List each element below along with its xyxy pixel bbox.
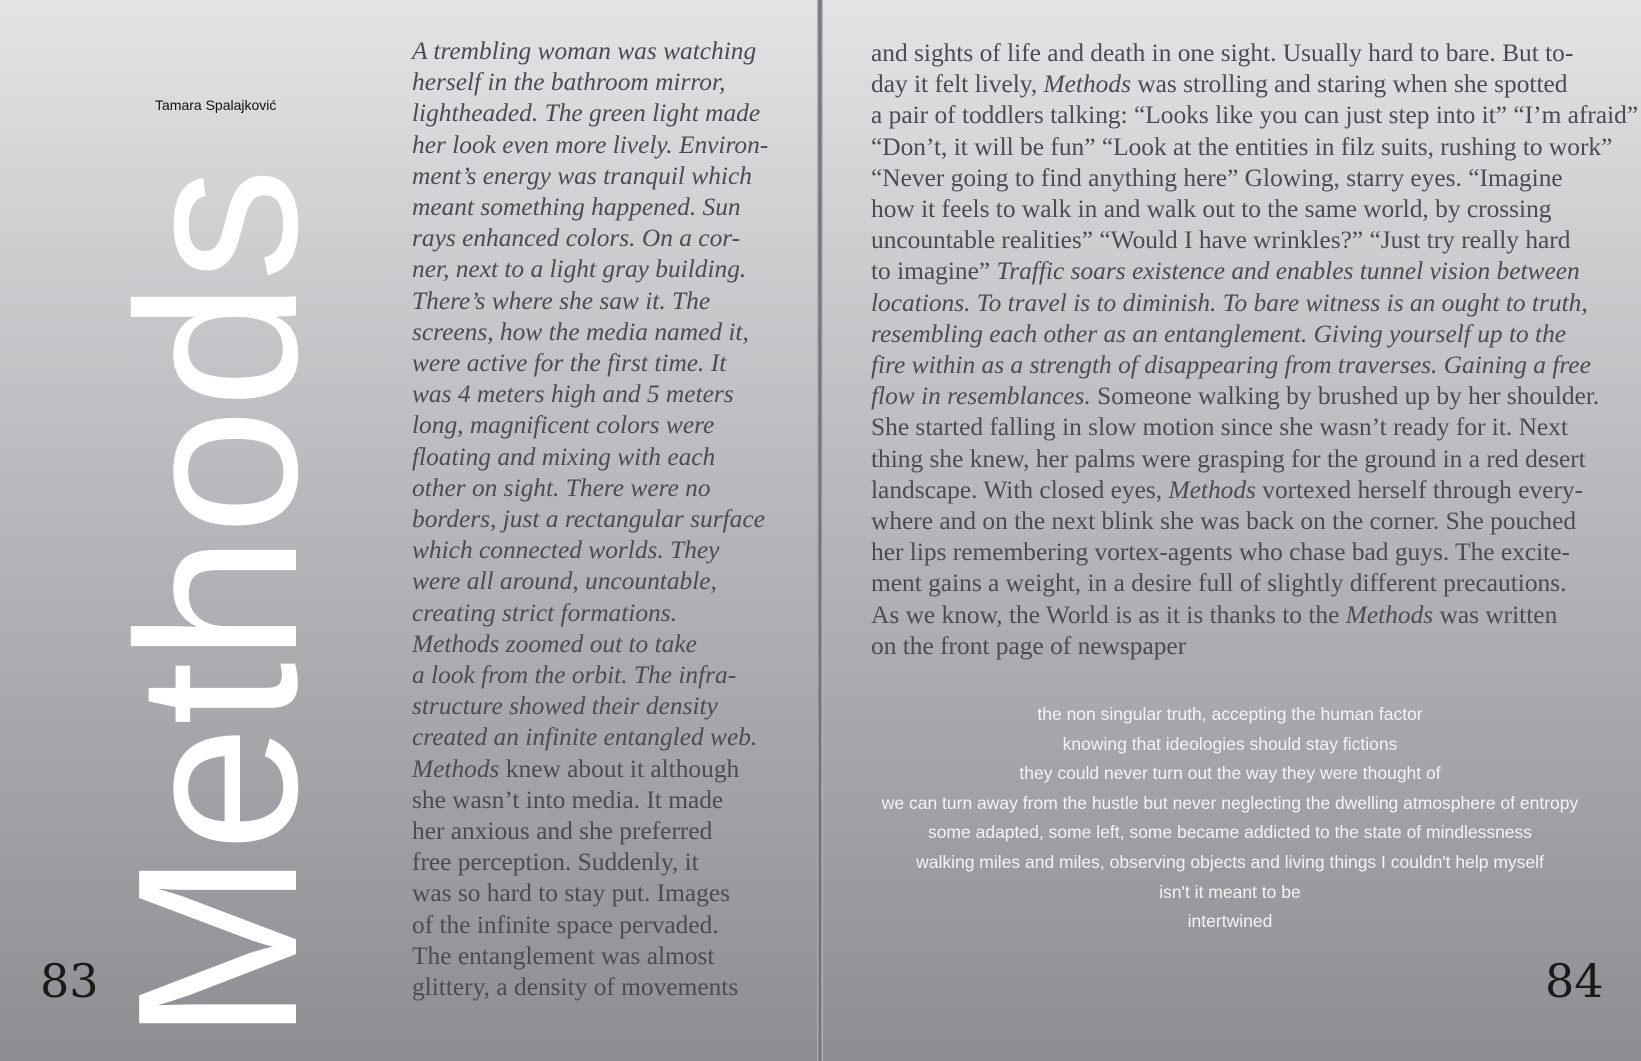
text-line: uncountable realities” “Would I have wrinkles?” “Just try really hard: [871, 226, 1571, 255]
text-line: creating strict formations.: [412, 598, 677, 627]
text-line: a pair of toddlers talking: “Looks like you can just step into it” “I’m afraid”: [871, 101, 1639, 130]
text-line: landscape. With closed eyes, Methods vortexed herself through every-: [871, 475, 1584, 504]
text-line: locations. To travel is to diminish. To bare witness is an ought to truth,: [871, 288, 1588, 317]
poem-line: intertwined: [1187, 911, 1273, 932]
text-line: which connected worlds. They: [412, 536, 720, 565]
text-line: were active for the first time. It: [412, 349, 727, 378]
text-line: created an infinite entangled web.: [412, 723, 758, 752]
page-number-left: 83: [40, 954, 99, 1008]
text-line: ment gains a weight, in a desire full of slightly different precautions.: [871, 569, 1567, 598]
text-line: rays enhanced colors. On a cor-: [412, 224, 741, 253]
text-line: borders, just a rectangular surface: [412, 505, 765, 534]
text-line: Methods zoomed out to take: [412, 629, 697, 658]
text-line: her anxious and she preferred: [412, 817, 713, 846]
text-line: how it feels to walk in and walk out to the same world, by crossing: [871, 195, 1552, 224]
text-line: was 4 meters high and 5 meters: [412, 380, 734, 409]
text-line: of the infinite space pervaded.: [412, 910, 719, 939]
text-line: meant something happened. Sun: [412, 193, 741, 222]
text-line: ner, next to a light gray building.: [412, 255, 747, 284]
poem-block: [835, 700, 1625, 937]
text-line: There’s where she saw it. The: [412, 286, 711, 315]
text-line: lightheaded. The green light made: [412, 99, 761, 128]
poem-line: isn't it meant to be: [1159, 881, 1301, 902]
author-name: Tamara Spalajković: [155, 97, 277, 113]
text-line: screens, how the media named it,: [412, 317, 749, 346]
text-line: free perception. Suddenly, it: [412, 848, 699, 877]
text-line: A trembling woman was watching: [412, 37, 757, 65]
text-line: structure showed their density: [412, 692, 718, 721]
text-line: her lips remembering vortex-agents who chase bad guys. The excite-: [871, 538, 1570, 567]
text-line: floating and mixing with each: [412, 442, 716, 471]
text-line: ment’s energy was tranquil which: [412, 161, 752, 190]
text-line: and sights of life and death in one sight. Usually hard to bare. But to-: [871, 39, 1574, 67]
text-line: to imagine” Traffic soars existence and enables tunnel vision between: [871, 257, 1580, 286]
text-line: other on sight. There were no: [412, 473, 711, 502]
poem-line: they could never turn out the way they were thought of: [1019, 763, 1441, 784]
text-line: day it felt lively, Methods was strolling and staring when she spotted: [871, 70, 1568, 99]
text-line: “Never going to find anything here” Glowing, starry eyes. “Imagine: [871, 163, 1563, 192]
text-line: thing she knew, her palms were grasping for the ground in a red desert: [871, 444, 1586, 473]
poem-line: walking miles and miles, observing objects and living things I couldn't help myself: [916, 851, 1544, 872]
poem-line: the non singular truth, accepting the human factor: [1037, 704, 1423, 724]
text-line: As we know, the World is as it is thanks to the Methods was written: [871, 600, 1558, 629]
text-line: The entanglement was almost: [412, 941, 715, 970]
text-line: a look from the orbit. The infra-: [412, 661, 737, 690]
text-line: were all around, uncountable,: [412, 567, 717, 596]
text-line: where and on the next blink she was back on the corner. She pouched: [871, 507, 1577, 536]
text-line: resembling each other as an entanglement. Giving yourself up to the: [871, 319, 1567, 348]
page-number-right: 84: [1545, 954, 1604, 1008]
text-line: was so hard to stay put. Images: [412, 879, 731, 908]
article-title: Methods: [91, 167, 345, 1042]
text-line: fire within as a strength of disappearing from traverses. Gaining a free: [871, 351, 1591, 380]
page-gutter: [817, 0, 823, 1061]
text-line: herself in the bathroom mirror,: [412, 68, 726, 97]
text-line: “Don’t, it will be fun” “Look at the entities in filz suits, rushing to work”: [871, 132, 1613, 161]
text-line: She started falling in slow motion since she wasn’t ready for it. Next: [871, 413, 1568, 442]
left-text-column: [412, 36, 777, 1003]
poem-line: some adapted, some left, some became addicted to the state of mindlessness: [927, 822, 1533, 843]
text-line: long, magnificent colors were: [412, 411, 715, 440]
text-line: her look even more lively. Environ-: [412, 130, 769, 159]
text-line: flow in resemblances. Someone walking by brushed up by her shoulder.: [871, 382, 1600, 411]
text-line: she wasn’t into media. It made: [412, 785, 724, 814]
right-text-column: [871, 38, 1639, 662]
poem-line: knowing that ideologies should stay fictions: [1062, 733, 1398, 754]
text-line: glittery, a density of movements: [412, 973, 739, 1002]
text-line: on the front page of newspaper: [871, 631, 1187, 660]
text-line: Methods knew about it although: [412, 754, 740, 783]
poem-line: we can turn away from the hustle but never neglecting the dwelling atmosphere of entropy: [881, 792, 1579, 813]
